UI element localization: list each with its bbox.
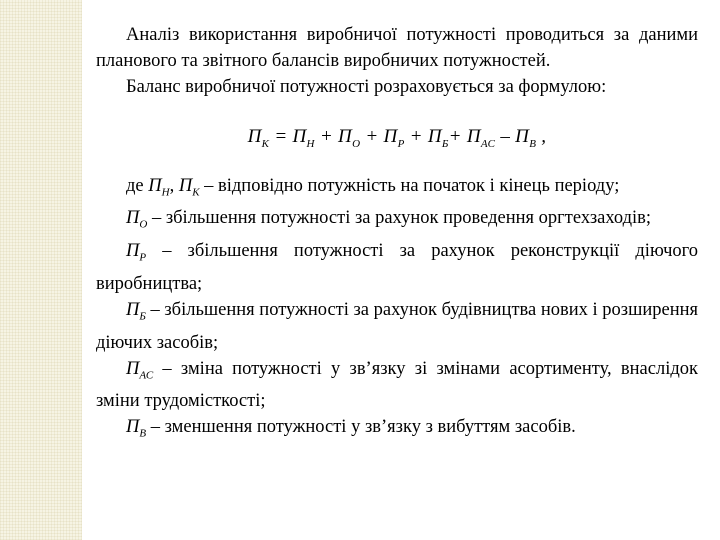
definition-item: $П_О$ – збільшення потужності за рахунок проведення оргтехзаходів; xyxy=(126,208,652,232)
decorative-side-strip xyxy=(0,0,82,540)
intro-paragraph: Аналіз використання виробничої потужності проводиться за даними планового та звітного балансів виробничих потужностей. xyxy=(96,25,698,71)
definition-item: $П_В$ – зменшення потужності у зв’язку з вибуттям засобів. xyxy=(126,417,576,440)
formula-op: – xyxy=(495,126,516,147)
definition-item: де $П_Н$, $П_К$ – відповідно потужність на початок і кінець періоду; xyxy=(126,175,620,199)
definitions-list xyxy=(96,173,698,447)
formula-term: $П_Р$ xyxy=(383,126,405,150)
formula-term: $П_О$ xyxy=(338,126,361,150)
formula-intro-text: Баланс виробничої потужності розраховується за формулою: xyxy=(126,77,607,97)
definition-item: $П_{АС}$ – зміна потужності у зв’язку зі змінами асортименту, внаслідок зміни трудомісткості; xyxy=(96,358,698,412)
definition-item: $П_Б$ – збільшення потужності за рахунок будівництва нових і розширення діючих засобів; xyxy=(96,299,699,353)
formula-term: $П_Н$ xyxy=(292,126,315,150)
slide-content xyxy=(96,22,698,447)
definition-item: $П_Р$ – збільшення потужності за рахунок реконструкції діючого виробництва; xyxy=(96,241,698,294)
formula-end: , xyxy=(536,126,547,147)
balance-formula xyxy=(96,124,698,157)
formula-eq: = xyxy=(269,126,293,147)
formula-lhs: $П_К$ xyxy=(247,126,270,150)
formula-term: $П_В$ xyxy=(515,126,537,150)
formula-term: $П_Б$ xyxy=(427,126,449,150)
formula-op: + xyxy=(404,126,428,147)
formula-term: $П_{АС}$ xyxy=(466,126,496,150)
formula-op: + xyxy=(314,126,339,147)
formula-op: + xyxy=(360,126,384,147)
formula-op: + xyxy=(448,126,467,147)
